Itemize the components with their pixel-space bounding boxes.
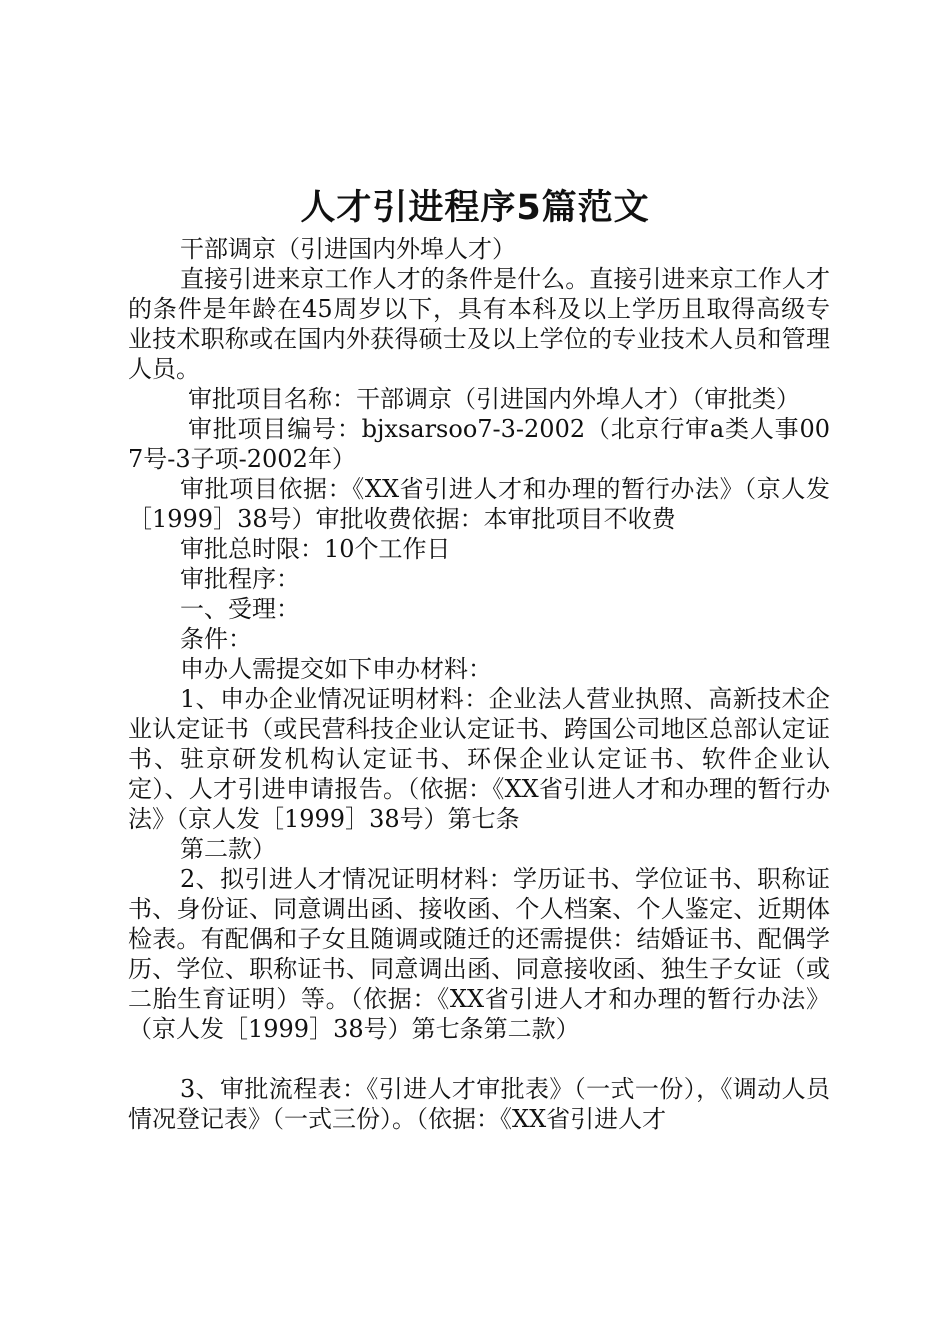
paragraph-material-1-clause: 第二款） xyxy=(180,835,276,863)
document-body xyxy=(128,234,830,1134)
paragraph-spacer xyxy=(128,1044,830,1074)
paragraph-item-name: 审批项目名称：干部调京（引进国内外埠人才）（审批类） xyxy=(188,385,800,413)
paragraph-materials-intro: 申办人需提交如下申办材料： xyxy=(180,655,492,683)
paragraph-conditions: 直接引进来京工作人才的条件是什么。直接引进来京工作人才的条件是年龄在45周岁以下，具有本科及以上学历且取得高级专业技术职称或在国内外获得硕士及以上学位的专业技术人员和管理人员。 xyxy=(128,265,830,383)
document-title: 人才引进程序5篇范文 xyxy=(300,188,650,228)
paragraph-procedure: 审批程序： xyxy=(180,565,300,593)
paragraph-acceptance: 一、受理： xyxy=(180,595,300,623)
paragraph-time-limit: 审批总时限：10个工作日 xyxy=(180,535,451,563)
paragraph-item-basis: 审批项目依据：《XX省引进人才和办理的暂行办法》（京人发［1999］38号）审批收费依据：本审批项目不收费 xyxy=(128,475,830,533)
paragraph-material-1: 1、申办企业情况证明材料：企业法人营业执照、高新技术企业认定证书（或民营科技企业认定证书、跨国公司地区总部认定证书、驻京研发机构认定证书、环保企业认定证书、软件企业认定）、人才引进申请报告。（依据：《XX省引进人才和办理的暂行办法》（京人发［1999］38号）第七条 xyxy=(128,685,830,833)
paragraph-material-3: 3、审批流程表：《引进人才审批表》（一式一份），《调动人员情况登记表》（一式三份）。（依据：《XX省引进人才 xyxy=(128,1075,830,1133)
paragraph-material-2: 2、拟引进人才情况证明材料：学历证书、学位证书、职称证书、身份证、同意调出函、接收函、个人档案、个人鉴定、近期体检表。有配偶和子女且随调或随迁的还需提供：结婚证书、配偶学历、学位、职称证书、同意调出函、同意接收函、独生子女证（或二胎生育证明）等。（依据：《XX省引进人才和办理的暂行办法》（京人发［1999］38号）第七条第二款） xyxy=(128,865,830,1043)
paragraph-heading: 干部调京（引进国内外埠人才） xyxy=(180,235,516,263)
paragraph-item-number: 审批项目编号：bjxsarsoo7-3-2002（北京行审a类人事007号-3子项-2002年） xyxy=(128,415,830,473)
paragraph-condition-label: 条件： xyxy=(180,625,252,653)
